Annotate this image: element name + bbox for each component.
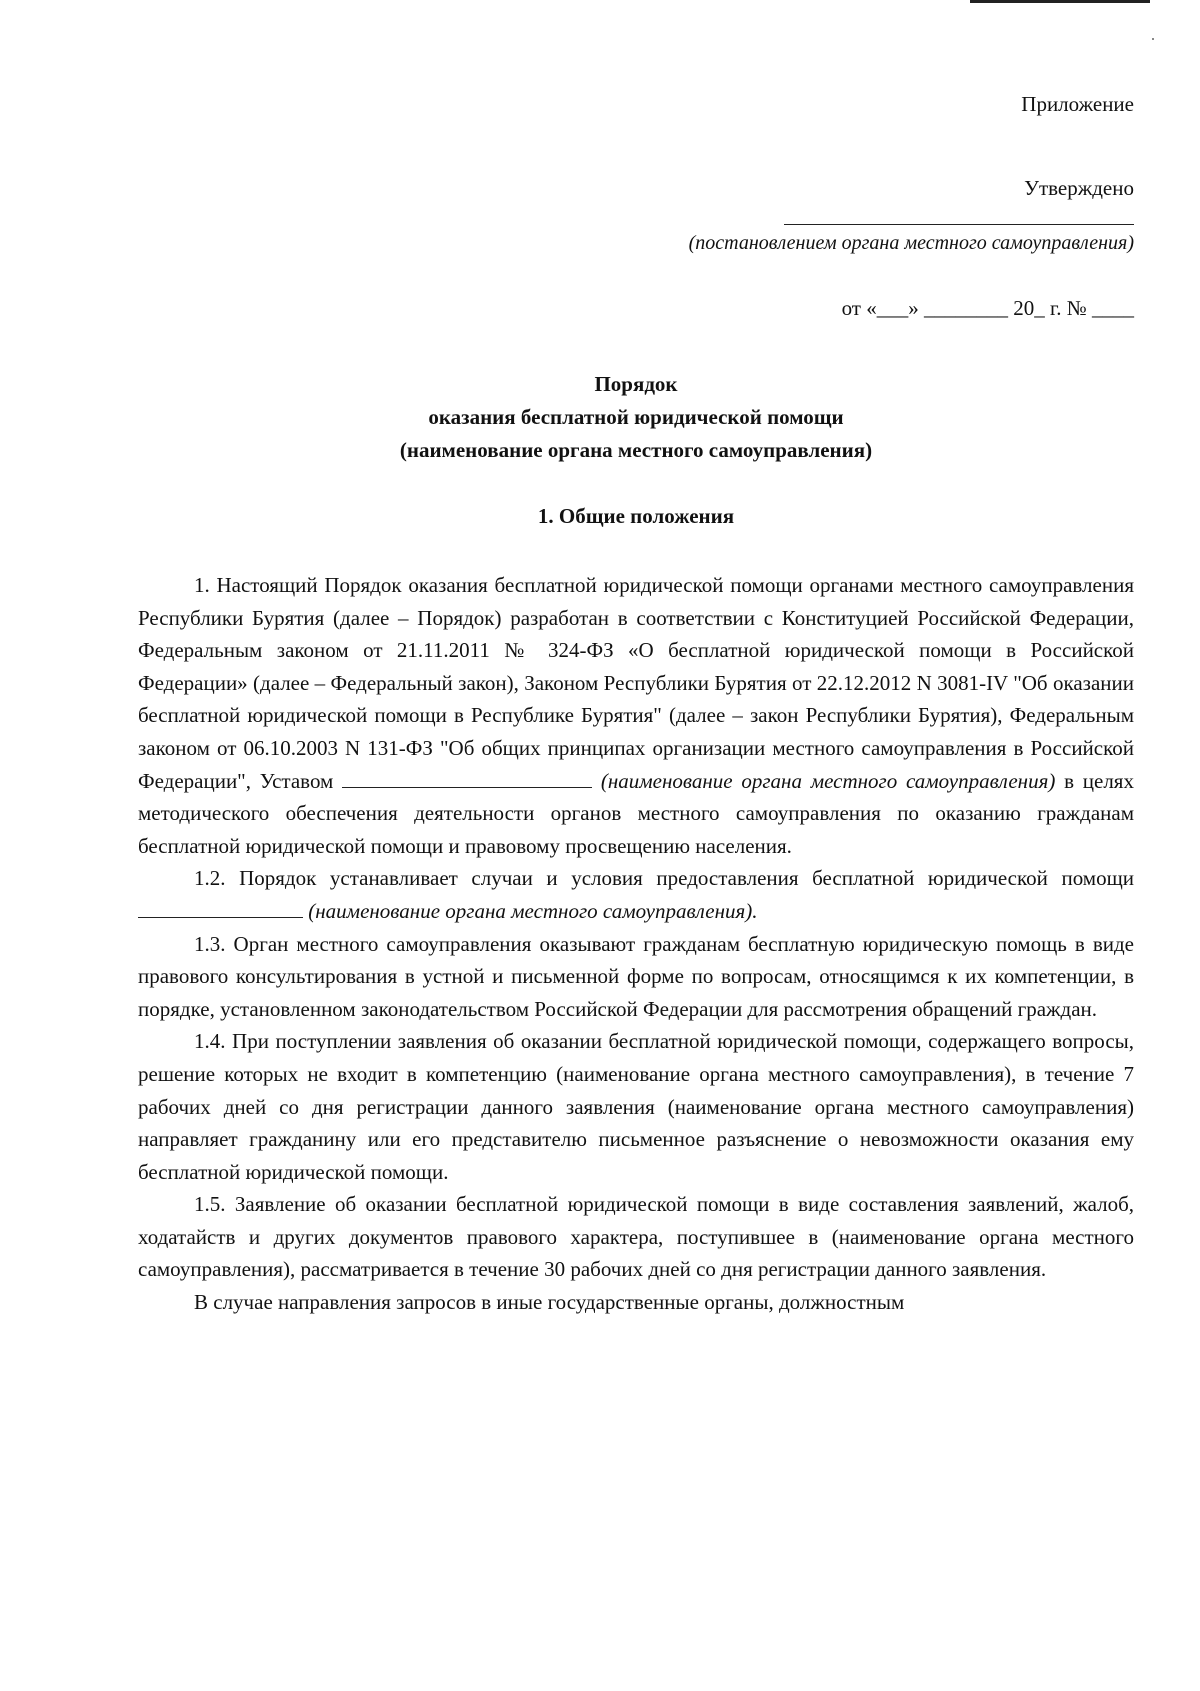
document-body [138,569,1134,1319]
title-line-2: оказания бесплатной юридической помощи [428,405,844,429]
paragraph-1-2-text: 1.2. Порядок устанавливает случаи и условия предоставления бесплатной юридической помощи [194,866,1134,891]
paragraph-1-4: 1.4. При поступлении заявления об оказании бесплатной юридической помощи, содержащего вопросы, решение которых не входит в компетенцию (наименование органа местного самоуправления), в течение 7 рабочих дней со дня регистрации данного заявления (наименование органа местного самоуправления) направляет гражданину или его представителю письменное разъяснение о невозможности оказания ему бесплатной юридической помощи. [138,1029,1134,1184]
paragraph-1-3: 1.3. Орган местного самоуправления оказывают гражданам бесплатную юридическую помощь в виде правового консультирования в устной и письменной форме по вопросам, относящимся к их компетенции, в порядке, установленном законодательством Российской Федерации для рассмотрения обращений граждан. [138,931,1134,1021]
paragraph-1-placeholder: (наименование органа местного самоуправления) [600,768,1056,793]
paragraph-1-5: 1.5. Заявление об оказании бесплатной юридической помощи в виде составления заявлений, жалоб, ходатайств и других документов правового характера, поступившее в (наименование органа местного самоуправления), рассматривается в течение 30 рабочих дней со дня регистрации данного заявления. [138,1192,1134,1282]
paragraph-1-2-placeholder: (наименование органа местного самоуправления). [308,898,758,923]
paragraph-1 [138,569,1134,862]
approved-label: Утверждено [1024,176,1134,200]
title-line-1: Порядок [594,372,678,396]
paragraph-1-continuation: в целях методического обеспечения деятельности органов местного самоуправления по оказанию гражданам бесплатной юридической помощи и правовому просвещению населения. [138,768,1134,858]
scan-edge-mark [970,0,1150,3]
appendix-label: Приложение [1021,92,1134,116]
fill-in-blank [138,898,303,918]
scan-speck [1152,38,1154,40]
fill-in-blank [342,768,592,788]
paragraph-1-text: 1. Настоящий Порядок оказания бесплатной юридической помощи органами местного самоуправления Республики Бурятия (далее – Порядок) разработан в соответствии с Конституцией Российской Федерации, Федеральным законом от 21.11.2011 № 324-ФЗ «О бесплатной юридической помощи в Российской Федерации» (далее – Федеральный закон), Законом Республики Бурятия от 22.12.2012 N 3081-IV "Об оказании бесплатной юридической помощи в Республике Бурятия" (далее – закон Республики Бурятия), Федеральным законом от 06.10.2003 N 131-ФЗ "Об общих принципах организации местного самоуправления в Российской Федерации", Уставом [138,573,1134,793]
title-line-3: (наименование органа местного самоуправления) [399,438,873,462]
document-title [138,368,1134,467]
approved-by-note: (постановлением органа местного самоуправления) [688,232,1134,254]
signature-line [784,224,1134,225]
section-heading: 1. Общие положения [537,504,735,528]
date-number-line: от «___» ________ 20_ г. № ____ [841,296,1134,320]
paragraph-1-2 [138,862,1134,927]
paragraph-continuation: В случае направления запросов в иные государственные органы, должностным [194,1290,905,1315]
